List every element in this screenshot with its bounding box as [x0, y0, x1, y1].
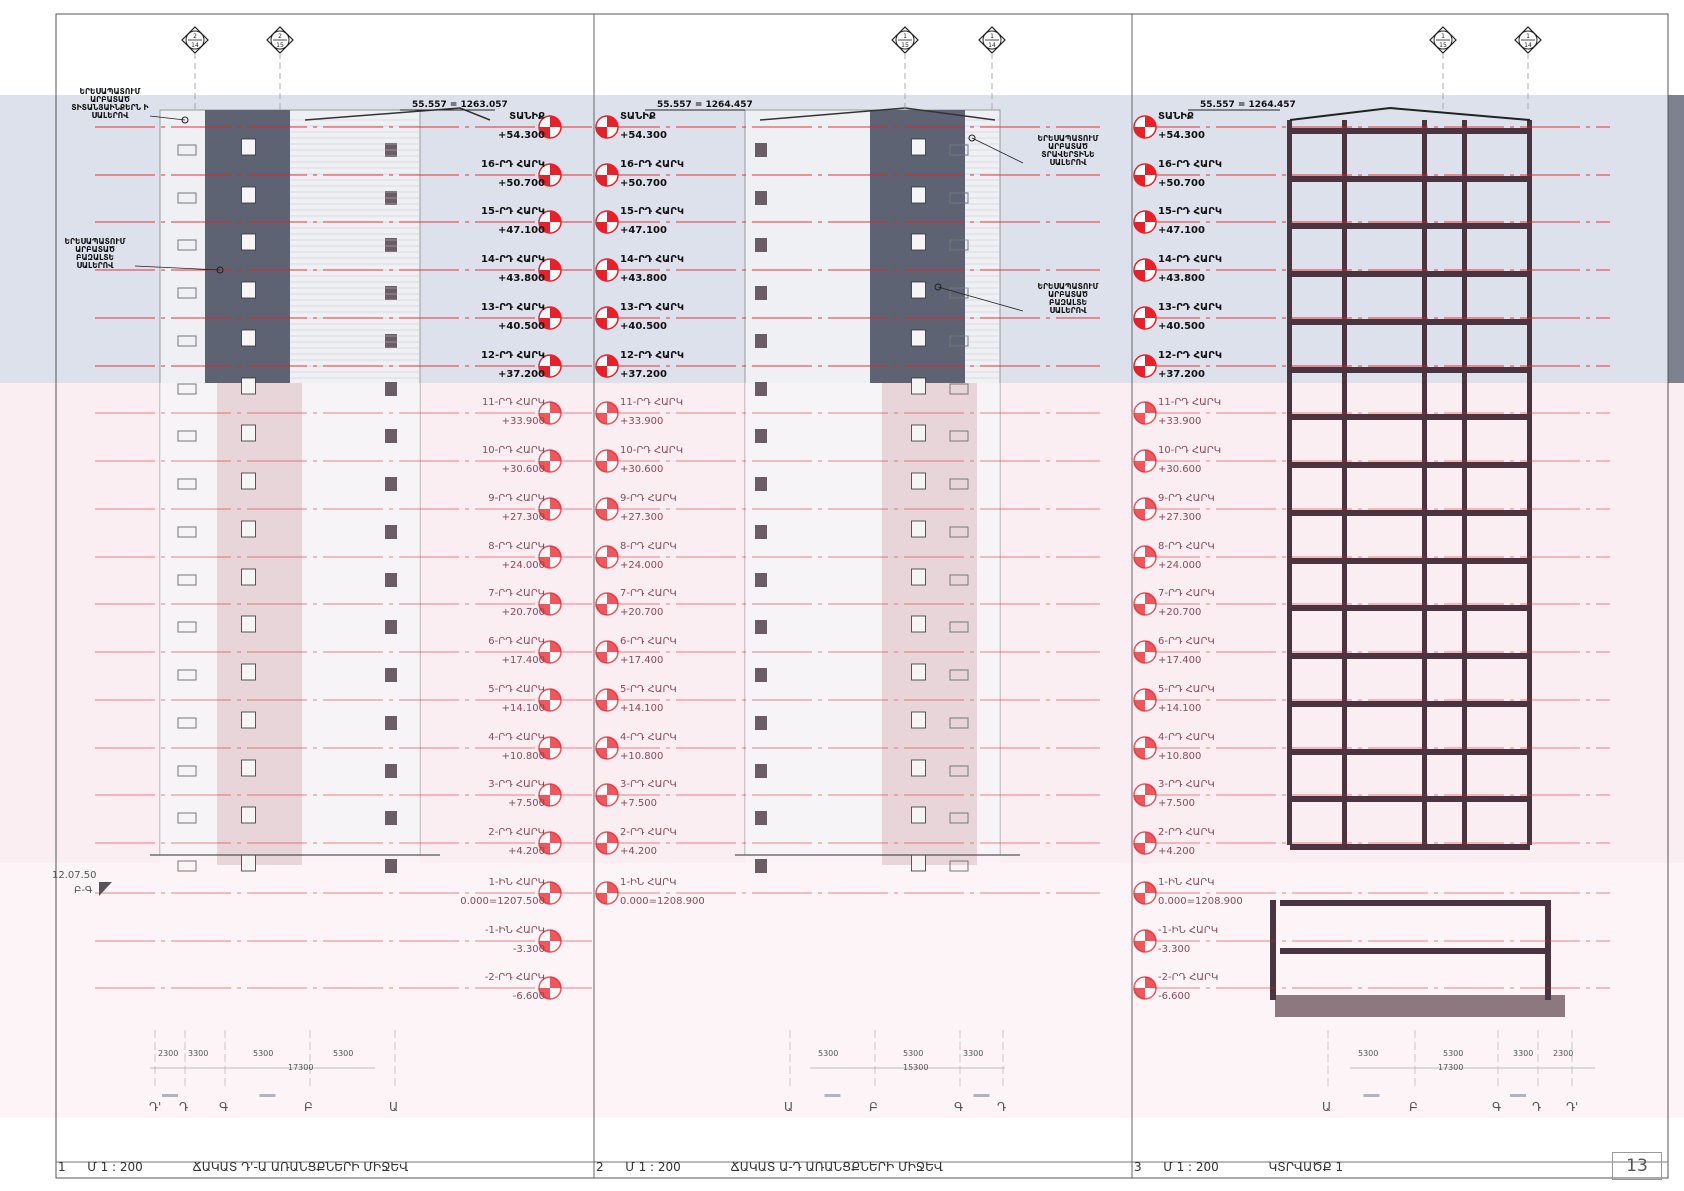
- level-name: 12-ՐԴ ՀԱՐԿ: [1158, 350, 1222, 361]
- level-name: 11-ՐԴ ՀԱՐԿ: [1158, 397, 1222, 408]
- level-elevation: +7.500: [620, 798, 658, 809]
- level-name: 7-ՐԴ ՀԱՐԿ: [1158, 588, 1215, 599]
- panel-3-index: 3: [1134, 1160, 1142, 1174]
- section-marker-bottom: 14: [191, 42, 199, 49]
- ridge-elevation: 55.557 = 1264.457: [1200, 100, 1296, 110]
- panel-2-title-block: [596, 1160, 943, 1174]
- level-name: -2-ՐԴ ՀԱՐԿ: [1158, 972, 1219, 983]
- dimension-value: 5300: [1358, 1049, 1379, 1058]
- level-elevation: +33.900: [620, 416, 664, 427]
- level-elevation: +33.900: [501, 416, 545, 427]
- grid-axis-label: Դ': [1566, 1100, 1579, 1114]
- panel-1-title-block: [58, 1160, 408, 1174]
- panel-2-title: ՃԱԿԱՏ Ա-Դ ԱՌԱՆՑՔՆԵՐԻ ՄԻՋԵՎ: [730, 1160, 943, 1174]
- section-marker-top: 2: [278, 33, 282, 40]
- level-name: 14-ՐԴ ՀԱՐԿ: [620, 254, 684, 265]
- facade-annotation: [55, 238, 135, 270]
- level-elevation: +43.800: [1158, 273, 1205, 284]
- level-elevation: +47.100: [498, 225, 545, 236]
- level-elevation: +54.300: [498, 130, 545, 141]
- level-elevation: +14.100: [1158, 703, 1202, 714]
- level-name: 13-ՐԴ ՀԱՐԿ: [1158, 302, 1222, 313]
- grid-axis-label: Բ: [869, 1100, 878, 1114]
- annotation-line: ՍԱԼԵՐՈՎ: [1049, 158, 1087, 167]
- grid-axis-label: Դ: [997, 1100, 1007, 1114]
- level-elevation: +37.200: [620, 369, 667, 380]
- side-marker-elevation: 12.07.50: [52, 870, 97, 881]
- section-marker-top: 1: [990, 33, 994, 40]
- grid-axis-label: Ա: [389, 1100, 399, 1114]
- page-number: 13: [1612, 1152, 1662, 1180]
- level-elevation: +7.500: [507, 798, 545, 809]
- level-name: 2-ՐԴ ՀԱՐԿ: [620, 827, 677, 838]
- level-elevation: +20.700: [501, 607, 545, 618]
- level-elevation: -6.600: [512, 991, 545, 1002]
- level-elevation: 0.000=1208.900: [620, 896, 705, 907]
- section-marker-top: 1: [1441, 33, 1445, 40]
- dimension-value: 2300: [1553, 1049, 1574, 1058]
- level-elevation: +30.600: [1158, 464, 1202, 475]
- level-elevation: +37.200: [498, 369, 545, 380]
- panel-1-scale: Մ 1 : 200: [87, 1160, 143, 1174]
- level-name: 4-ՐԴ ՀԱՐԿ: [620, 732, 677, 743]
- dimension-value: 5300: [903, 1049, 924, 1058]
- grid-axis-label: Գ: [219, 1100, 229, 1114]
- level-elevation: +47.100: [1158, 225, 1205, 236]
- annotation-line: ՏԻՏԱՆՅԱԻՆՔԵՐՆ Ի: [71, 103, 149, 112]
- section-marker-bottom: 15: [1439, 42, 1447, 49]
- level-elevation: +20.700: [620, 607, 664, 618]
- facade-annotation: [1028, 135, 1108, 167]
- grid-axis-label: Գ: [954, 1100, 964, 1114]
- level-elevation: +43.800: [498, 273, 545, 284]
- level-elevation: +30.600: [501, 464, 545, 475]
- panel-3-title: ԿՏՐՎԱԾՔ 1: [1268, 1160, 1344, 1174]
- section-marker-bottom: 14: [1524, 42, 1532, 49]
- panel-3-scale: Մ 1 : 200: [1163, 1160, 1219, 1174]
- dimension-value: 2300: [158, 1049, 179, 1058]
- level-name: 10-ՐԴ ՀԱՐԿ: [620, 445, 684, 456]
- section-marker-bottom: 15: [901, 42, 909, 49]
- level-elevation: +27.300: [1158, 512, 1202, 523]
- panel-2-scale: Մ 1 : 200: [625, 1160, 681, 1174]
- annotation-line: ՏՐԱՎԵՐՏԻՆԵ: [1041, 150, 1095, 159]
- level-elevation: +24.000: [1158, 560, 1202, 571]
- level-elevation: +7.500: [1158, 798, 1196, 809]
- dimension-value: 5300: [1443, 1049, 1464, 1058]
- facade-annotation: [70, 88, 150, 120]
- level-name: 11-ՐԴ ՀԱՐԿ: [620, 397, 684, 408]
- level-elevation: +37.200: [1158, 369, 1205, 380]
- level-name: 15-ՐԴ ՀԱՐԿ: [1158, 206, 1222, 217]
- grid-axis-label: Գ: [1492, 1100, 1502, 1114]
- section-marker-top: 1: [903, 33, 907, 40]
- level-elevation: -3.300: [1158, 944, 1191, 955]
- ridge-elevation: 55.557 = 1263.057: [412, 100, 508, 110]
- level-name: 5-ՐԴ ՀԱՐԿ: [488, 684, 545, 695]
- level-elevation: +40.500: [498, 321, 545, 332]
- level-name: 16-ՐԴ ՀԱՐԿ: [620, 159, 684, 170]
- level-elevation: 0.000=1208.900: [1158, 896, 1243, 907]
- annotation-line: ՍԱԼԵՐՈՎ: [76, 261, 114, 270]
- dimension-value: 5300: [818, 1049, 839, 1058]
- dimension-value: 17300: [1438, 1063, 1464, 1072]
- level-elevation: +14.100: [620, 703, 664, 714]
- level-name: ՏԱՆԻՔ: [1158, 111, 1194, 122]
- level-name: 11-ՐԴ ՀԱՐԿ: [481, 397, 545, 408]
- panel-1-title: ՃԱԿԱՏ Դ'-Ա ԱՌԱՆՑՔՆԵՐԻ ՄԻՋԵՎ: [192, 1160, 409, 1174]
- level-name: 14-ՐԴ ՀԱՐԿ: [481, 254, 545, 265]
- level-elevation: +20.700: [1158, 607, 1202, 618]
- level-name: 13-ՐԴ ՀԱՐԿ: [620, 302, 684, 313]
- level-name: 1-ԻՆ ՀԱՐԿ: [1158, 877, 1215, 888]
- level-elevation: +43.800: [620, 273, 667, 284]
- grid-axis-label: Ա: [1322, 1100, 1332, 1114]
- annotation-line: ՍԱԼԵՐՈՎ: [1049, 306, 1087, 315]
- facade-annotation: [1028, 283, 1108, 315]
- level-name: 16-ՐԴ ՀԱՐԿ: [481, 159, 545, 170]
- level-elevation: +17.400: [620, 655, 664, 666]
- level-elevation: +47.100: [620, 225, 667, 236]
- annotation-line: ԱՐԲԱՏԱԾ: [90, 95, 130, 104]
- level-name: -1-ԻՆ ՀԱՐԿ: [484, 925, 545, 936]
- level-name: 4-ՐԴ ՀԱՐԿ: [1158, 732, 1215, 743]
- level-name: 16-ՐԴ ՀԱՐԿ: [1158, 159, 1222, 170]
- level-elevation: +24.000: [620, 560, 664, 571]
- level-elevation: -6.600: [1158, 991, 1191, 1002]
- level-name: 15-ՐԴ ՀԱՐԿ: [620, 206, 684, 217]
- level-name: 4-ՐԴ ՀԱՐԿ: [488, 732, 545, 743]
- level-elevation: +54.300: [620, 130, 667, 141]
- grid-axis-label: Դ: [1532, 1100, 1542, 1114]
- annotation-line: ՍԱԼԵՐՈՎ: [91, 111, 129, 120]
- level-elevation: +4.200: [1158, 846, 1196, 857]
- level-name: 2-ՐԴ ՀԱՐԿ: [488, 827, 545, 838]
- panel-1-index: 1: [58, 1160, 66, 1174]
- level-name: -2-ՐԴ ՀԱՐԿ: [484, 972, 545, 983]
- level-name: 2-ՐԴ ՀԱՐԿ: [1158, 827, 1215, 838]
- level-name: 7-ՐԴ ՀԱՐԿ: [620, 588, 677, 599]
- level-elevation: +40.500: [1158, 321, 1205, 332]
- level-elevation: +10.800: [1158, 751, 1202, 762]
- grid-axis-label: Ա: [784, 1100, 794, 1114]
- level-name: ՏԱՆԻՔ: [509, 111, 545, 122]
- level-name: 6-ՐԴ ՀԱՐԿ: [620, 636, 677, 647]
- level-elevation: +10.800: [501, 751, 545, 762]
- level-elevation: +17.400: [1158, 655, 1202, 666]
- annotation-line: ԱՐԲԱՏԱԾ: [1048, 290, 1088, 299]
- level-name: 8-ՐԴ ՀԱՐԿ: [620, 541, 677, 552]
- level-elevation: +50.700: [1158, 178, 1205, 189]
- level-elevation: +4.200: [620, 846, 658, 857]
- level-name: 1-ԻՆ ՀԱՐԿ: [488, 877, 545, 888]
- level-name: -1-ԻՆ ՀԱՐԿ: [1158, 925, 1219, 936]
- level-elevation: +27.300: [501, 512, 545, 523]
- level-name: 13-ՐԴ ՀԱՐԿ: [481, 302, 545, 313]
- level-name: 5-ՐԴ ՀԱՐԿ: [1158, 684, 1215, 695]
- dimension-value: 3300: [1513, 1049, 1534, 1058]
- dimension-value: 17300: [288, 1063, 314, 1072]
- level-name: 10-ՐԴ ՀԱՐԿ: [481, 445, 545, 456]
- section-marker-top: 1: [1526, 33, 1530, 40]
- level-name: 14-ՐԴ ՀԱՐԿ: [1158, 254, 1222, 265]
- dimension-value: 3300: [963, 1049, 984, 1058]
- annotation-line: ԵՐԵՍԱՊԱՏՈՒՄ: [1037, 282, 1099, 291]
- level-elevation: 0.000=1207.500: [460, 896, 545, 907]
- ridge-elevation: 55.557 = 1264.457: [657, 100, 753, 110]
- annotation-line: ԵՐԵՍԱՊԱՏՈՒՄ: [79, 87, 141, 96]
- level-name: 15-ՐԴ ՀԱՐԿ: [481, 206, 545, 217]
- level-name: 6-ՐԴ ՀԱՐԿ: [1158, 636, 1215, 647]
- level-name: 9-ՐԴ ՀԱՐԿ: [620, 493, 677, 504]
- level-name: 3-ՐԴ ՀԱՐԿ: [1158, 779, 1215, 790]
- section-marker-bottom: 14: [988, 42, 996, 49]
- level-elevation: +27.300: [620, 512, 664, 523]
- dimension-value: 5300: [253, 1049, 274, 1058]
- level-name: 8-ՐԴ ՀԱՐԿ: [488, 541, 545, 552]
- level-name: 8-ՐԴ ՀԱՐԿ: [1158, 541, 1215, 552]
- side-marker-axis: Բ-Գ: [74, 885, 93, 896]
- annotation-line: ԵՐԵՍԱՊԱՏՈՒՄ: [64, 237, 126, 246]
- grid-axis-label: Բ: [1409, 1100, 1418, 1114]
- dimension-value: 3300: [188, 1049, 209, 1058]
- section-marker-top: 2: [193, 33, 197, 40]
- dimension-value: 15300: [903, 1063, 929, 1072]
- section-marker-bottom: 15: [276, 42, 284, 49]
- level-elevation: -3.300: [512, 944, 545, 955]
- level-elevation: +50.700: [498, 178, 545, 189]
- annotation-line: ԱՐԲԱՏԱԾ: [1048, 142, 1088, 151]
- level-elevation: +24.000: [501, 560, 545, 571]
- level-name: 9-ՐԴ ՀԱՐԿ: [1158, 493, 1215, 504]
- grid-axis-label: Դ': [149, 1100, 162, 1114]
- level-elevation: +17.400: [501, 655, 545, 666]
- level-elevation: +50.700: [620, 178, 667, 189]
- level-name: 10-ՐԴ ՀԱՐԿ: [1158, 445, 1222, 456]
- level-elevation: +33.900: [1158, 416, 1202, 427]
- level-elevation: +10.800: [620, 751, 664, 762]
- annotation-line: ԱՐԲԱՏԱԾ: [75, 245, 115, 254]
- level-name: 7-ՐԴ ՀԱՐԿ: [488, 588, 545, 599]
- grid-axis-label: Բ: [304, 1100, 313, 1114]
- level-name: 3-ՐԴ ՀԱՐԿ: [620, 779, 677, 790]
- level-elevation: +54.300: [1158, 130, 1205, 141]
- level-elevation: +4.200: [507, 846, 545, 857]
- level-name: 3-ՐԴ ՀԱՐԿ: [488, 779, 545, 790]
- panel-3-title-block: [1134, 1160, 1343, 1174]
- level-elevation: +40.500: [620, 321, 667, 332]
- grid-axis-label: Դ: [179, 1100, 189, 1114]
- annotation-line: ԲԱԶԱԼՏԵ: [75, 253, 115, 262]
- level-elevation: +30.600: [620, 464, 664, 475]
- level-name: 5-ՐԴ ՀԱՐԿ: [620, 684, 677, 695]
- level-name: 12-ՐԴ ՀԱՐԿ: [620, 350, 684, 361]
- level-name: 1-ԻՆ ՀԱՐԿ: [620, 877, 677, 888]
- level-elevation: +14.100: [501, 703, 545, 714]
- level-name: ՏԱՆԻՔ: [620, 111, 656, 122]
- level-name: 12-ՐԴ ՀԱՐԿ: [481, 350, 545, 361]
- level-name: 6-ՐԴ ՀԱՐԿ: [488, 636, 545, 647]
- annotation-line: ԵՐԵՍԱՊԱՏՈՒՄ: [1037, 134, 1099, 143]
- annotation-line: ԲԱԶԱԼՏԵ: [1048, 298, 1088, 307]
- panel-2-index: 2: [596, 1160, 604, 1174]
- dimension-value: 5300: [333, 1049, 354, 1058]
- level-name: 9-ՐԴ ՀԱՐԿ: [488, 493, 545, 504]
